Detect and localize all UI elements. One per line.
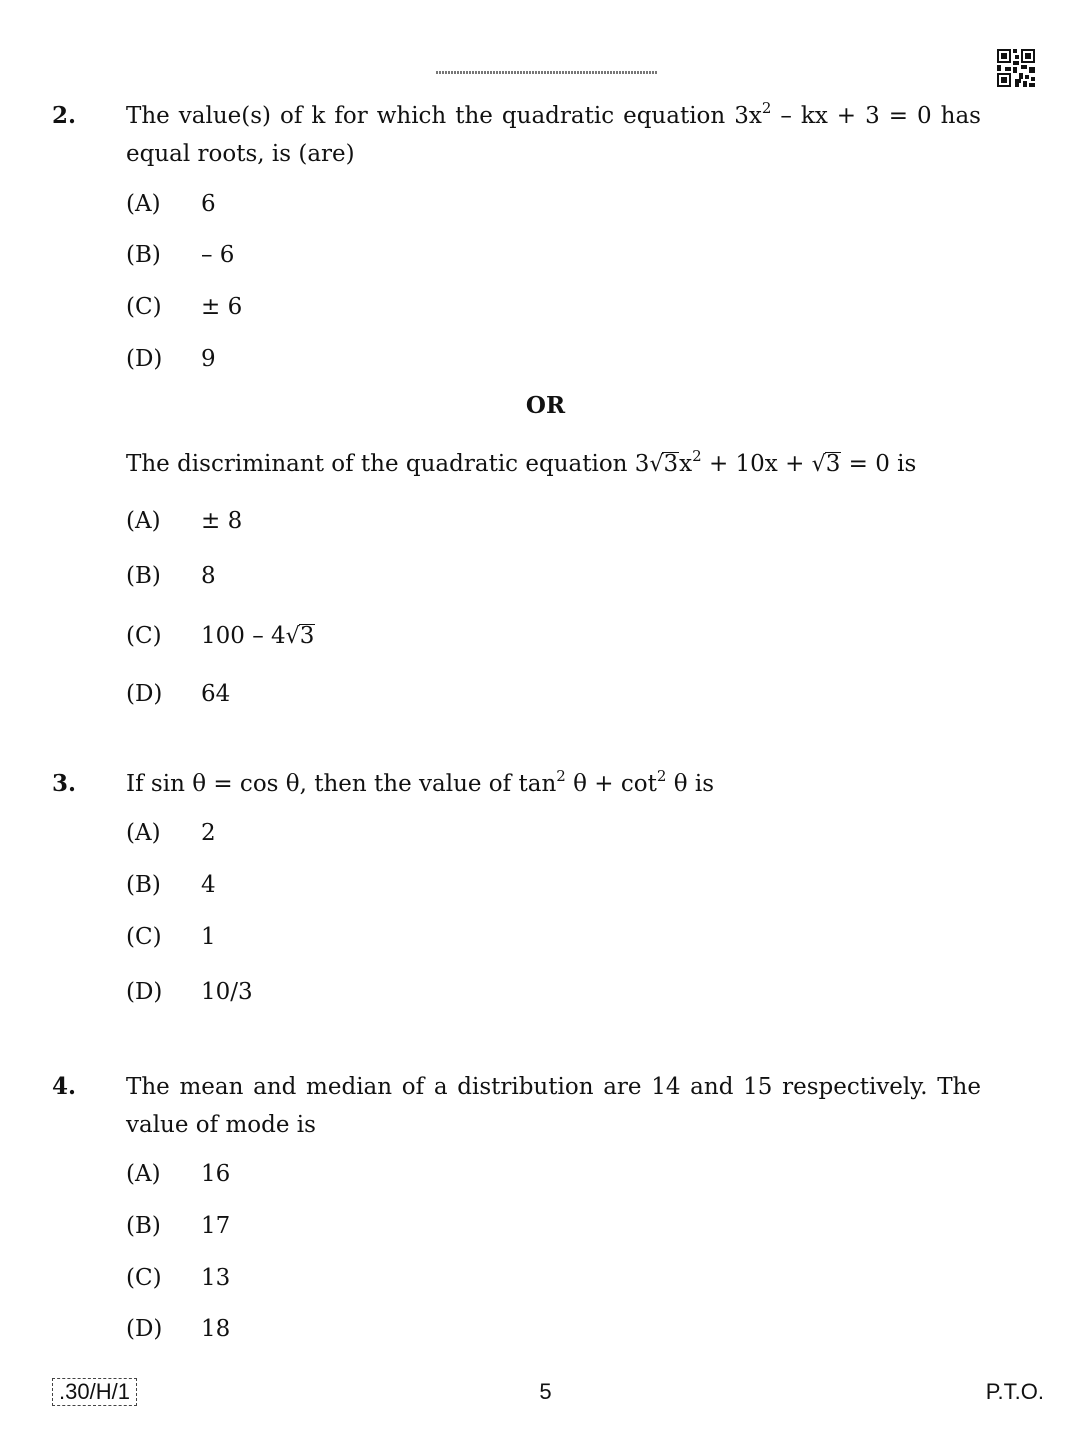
question-3-text [126,765,981,803]
square-root: √3 [649,451,679,477]
option-letter: (A) [126,508,161,534]
square-root: √3 [811,451,841,477]
option-d [126,977,253,1007]
option-letter: (B) [126,242,161,268]
option-value: 13 [201,1265,231,1291]
option-letter: (A) [126,1161,161,1187]
option-a [126,189,216,219]
option-a [126,506,242,536]
option-value: 9 [201,346,216,372]
page-number: 5 [539,1379,552,1404]
option-letter: (B) [126,872,161,898]
question-2-line-1 [126,97,981,135]
option-value: 8 [201,563,216,589]
option-b [126,240,234,270]
question-text: = 0 is [841,451,917,477]
option-letter: (D) [126,979,163,1005]
paper-code: .30/H/1 [52,1378,137,1406]
header-microtext-line [436,71,658,74]
option-letter: (C) [126,294,162,320]
option-letter: (A) [126,820,161,846]
option-letter: (C) [126,623,162,649]
option-d [126,1314,230,1344]
option-value: 1 [201,924,216,950]
option-b [126,870,216,900]
option-d [126,344,216,374]
question-number: 3. [52,770,77,797]
option-a [126,1159,230,1189]
option-letter: (B) [126,563,161,589]
question-text: x [679,451,693,477]
option-value: 6 [201,191,216,217]
option-value: 16 [201,1161,231,1187]
qr-code-icon [997,49,1035,87]
option-c [126,1263,230,1293]
superscript: 2 [761,99,772,117]
option-value: 18 [201,1316,231,1342]
option-letter: (C) [126,1265,162,1291]
option-d [126,679,230,709]
option-value: 100 – 4 [201,623,286,649]
radicand: 3 [663,451,679,477]
option-letter: (A) [126,191,161,217]
or-separator: OR [525,392,566,419]
option-value: 4 [201,872,216,898]
option-value: ± 6 [201,294,243,320]
option-c [126,292,242,322]
option-value: 64 [201,681,231,707]
superscript: 2 [556,767,566,785]
option-a [126,818,216,848]
option-letter: (D) [126,681,163,707]
question-text: – kx + 3 = 0 has [771,103,981,129]
question-4-line-2: value of mode is [126,1112,316,1138]
question-text: θ + cot [565,771,657,797]
question-4-line-1: The mean and median of a distribution are 14 and 15 respectively. The [126,1074,981,1100]
radicand: 3 [825,451,841,477]
option-c [126,621,315,651]
option-letter: (D) [126,1316,163,1342]
question-text: The discriminant of the quadratic equation 3 [126,451,650,477]
please-turn-over: P.T.O. [985,1379,1044,1404]
option-c [126,922,216,952]
option-b [126,1211,230,1241]
square-root: √3 [285,623,315,649]
option-letter: (D) [126,346,163,372]
superscript: 2 [692,447,702,465]
option-value: ± 8 [201,508,243,534]
option-b [126,561,216,591]
option-value: 17 [201,1213,231,1239]
question-text: θ is [666,771,715,797]
radicand: 3 [299,623,315,649]
question-text: If sin θ = cos θ, then the value of tan [126,771,557,797]
superscript: 2 [656,767,667,785]
option-value: 2 [201,820,216,846]
option-letter: (B) [126,1213,161,1239]
question-text: The value(s) of k for which the quadratic equation 3x [126,103,762,129]
option-value: – 6 [201,242,235,268]
option-letter: (C) [126,924,162,950]
question-2-line-2: equal roots, is (are) [126,141,355,167]
option-value: 10/3 [201,979,253,1005]
question-2-alt-text [126,445,981,484]
question-text: + 10x + [701,451,812,477]
question-number: 2. [52,102,77,129]
question-number: 4. [52,1073,77,1100]
